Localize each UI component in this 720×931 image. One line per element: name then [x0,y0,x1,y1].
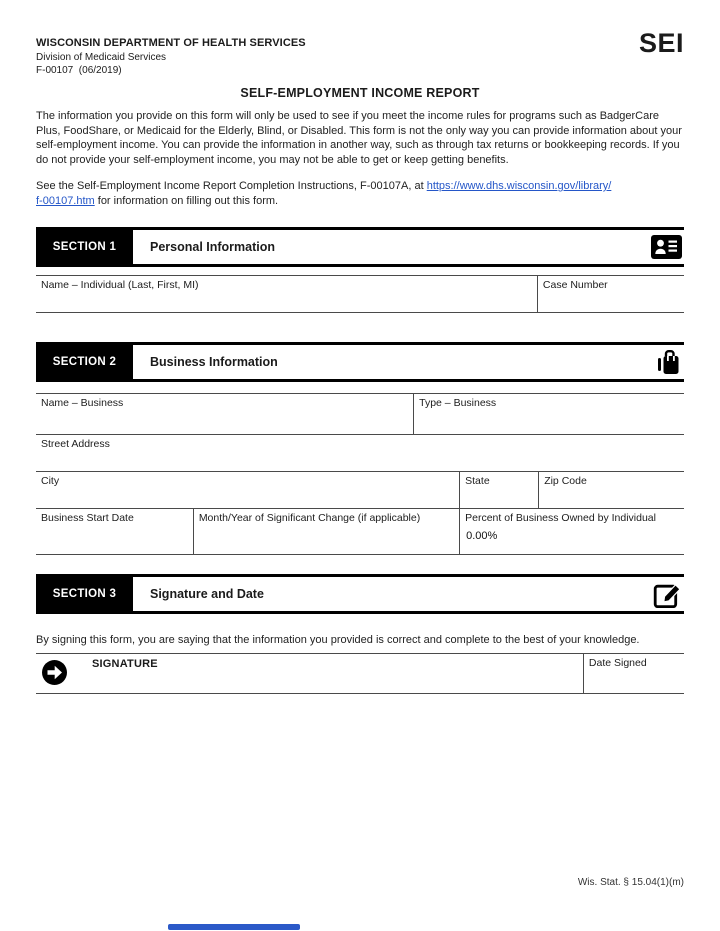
street-address-cell[interactable] [36,435,684,471]
name-individual-cell[interactable] [36,276,537,312]
id-card-icon [651,235,682,259]
section-3-bar [36,574,684,614]
date-signed-label: Date Signed [588,656,647,669]
business-start-date-label: Business Start Date [41,512,134,524]
percent-owned-cell[interactable] [459,509,684,554]
significant-change-label: Month/Year of Significant Change (if applicable) [198,512,421,524]
form-code: SEI [638,28,684,58]
zip-code-label: Zip Code [544,475,587,487]
signature-cell[interactable] [36,654,583,693]
signature-label: SIGNATURE [92,657,158,670]
table-row [36,471,684,508]
statute-reference: Wis. Stat. § 15.04(1)(m) [577,877,684,888]
business-name-cell[interactable] [36,394,413,434]
section-2-title: Business Information [150,355,278,369]
signature-table [36,653,684,694]
business-name-label: Name – Business [41,397,124,409]
intro-paragraph: The information you provide on this form will only be used to see if you meet the income rules for programs such as BadgerCare Plus, FoodShare, or Medicaid for the Elderly, Blind, or Disabled. This form is not the only way you can provide information about your self-employment income. You can provide the information in another way, such as through tax returns or bookkeeping records. If you do not provide your self-employment income, you may not be able to get or keep getting benefits. [36,110,682,166]
case-number-cell[interactable] [537,276,684,312]
state-label: State [465,475,490,487]
table-row [36,275,684,313]
agency-name: WISCONSIN DEPARTMENT OF HEALTH SERVICES [36,37,306,49]
table-row [36,653,684,694]
date-signed-cell[interactable] [583,654,684,693]
certification-statement: By signing this form, you are saying that the information you provided is correct and complete to the best of your knowledge. [36,634,640,646]
significant-change-cell[interactable] [193,509,459,554]
case-number-label: Case Number [542,279,608,291]
business-type-cell[interactable] [413,394,684,434]
form-header [36,0,684,76]
instructions-text-pre: See the Self-Employment Income Report Completion Instructions, F-00107A, at [36,180,427,192]
instructions-text-post: for information on filling out this form. [94,194,279,207]
horizontal-scrollbar-thumb[interactable] [168,924,300,930]
briefcase-icon [656,348,682,376]
city-cell[interactable] [36,472,459,508]
table-row [36,434,684,471]
signature-arrow-icon [41,659,68,691]
zip-code-cell[interactable] [538,472,684,508]
section-2-bar [36,342,684,382]
section-3-label: SECTION 3 [36,577,133,611]
instructions-link-1[interactable]: https://www.dhs.wisconsin.gov/library/ [426,180,612,192]
table-row [36,508,684,555]
city-label: City [41,475,60,487]
edit-pencil-icon [653,580,682,608]
business-type-label: Type – Business [419,397,497,409]
percent-owned-label: Percent of Business Owned by Individual [465,512,656,524]
personal-info-table [36,275,684,313]
percent-owned-value[interactable]: 0.00% [466,530,498,542]
division-name: Division of Medicaid Services [36,52,167,63]
section-1-bar [36,227,684,267]
business-start-date-cell[interactable] [36,509,193,554]
section-1-label: SECTION 1 [36,230,133,264]
business-info-table [36,393,684,555]
instructions-link-2[interactable]: f-00107.htm [36,194,95,207]
section-3-title: Signature and Date [150,587,264,601]
table-row [36,393,684,434]
form-number: F-00107 (06/2019) [36,65,122,76]
form-title: SELF-EMPLOYMENT INCOME REPORT [240,86,480,100]
section-2-label: SECTION 2 [36,345,133,379]
section-1-title: Personal Information [150,240,276,254]
street-address-label: Street Address [41,438,110,450]
instructions-paragraph [36,179,684,208]
state-cell[interactable] [459,472,538,508]
name-individual-label: Name – Individual (Last, First, MI) [41,279,199,291]
